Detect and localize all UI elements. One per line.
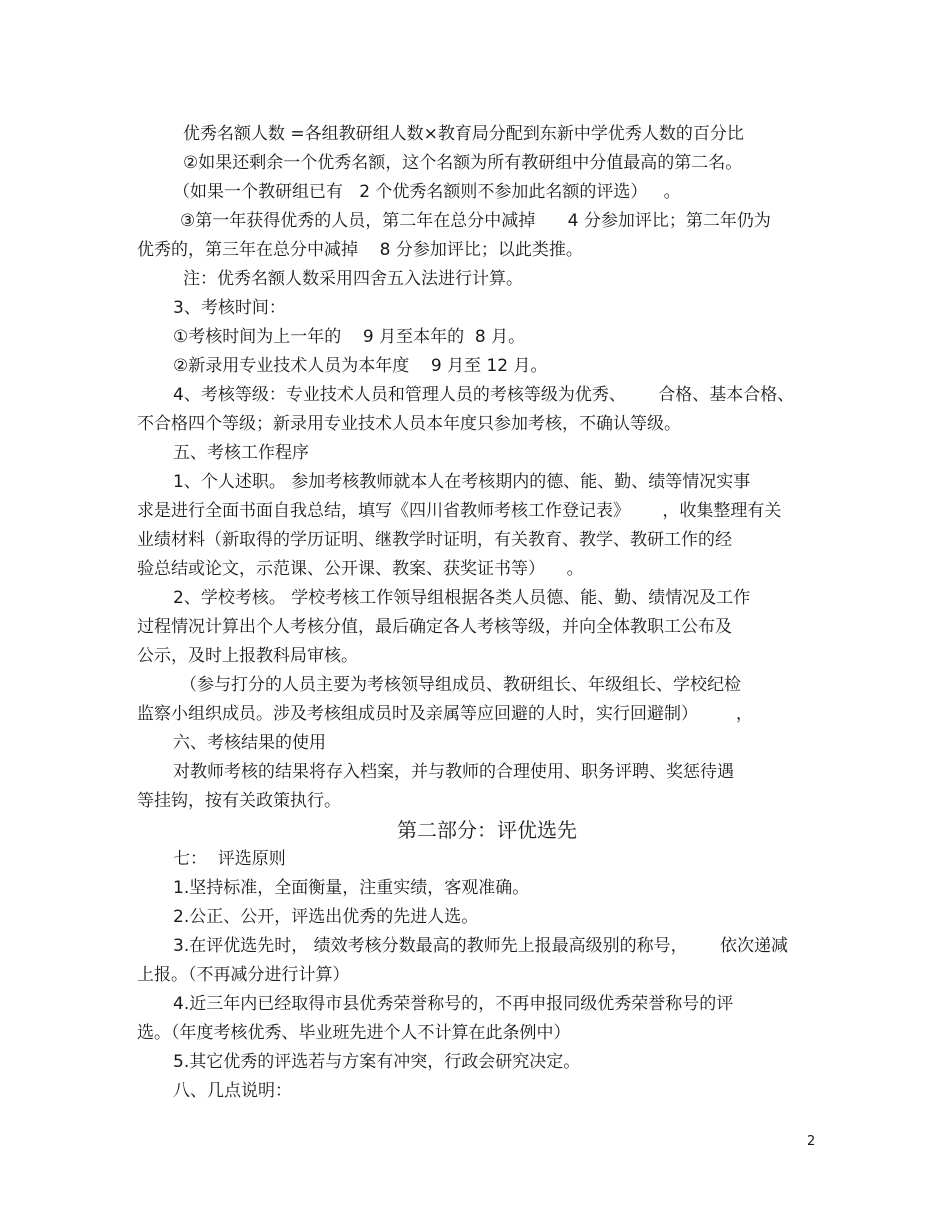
text-line: 5.其它优秀的评选若与方案有冲突，行政会研究决定。	[173, 1052, 581, 1072]
text-line: 2、学校考核。 学校考核工作领导组根据各类人员德、能、勤、绩情况及工作	[173, 588, 751, 608]
text-line: 选。（年度考核优秀、毕业班先进个人不计算在此条例中）	[137, 1023, 571, 1043]
text-line: 公示，及时上报教科局审核。	[137, 646, 358, 666]
text-line: （如果一个教研组已有 2 个优秀名额则不参加此名额的评选） 。	[173, 182, 681, 202]
text-line: 过程情况计算出个人考核分值，最后确定各人考核等级，并向全体教职工公布及	[137, 617, 732, 637]
text-line: （参与打分的人员主要为考核领导组成员、教研组长、年级组长、学校纪检	[180, 675, 741, 695]
section-heading: 3、考核时间：	[173, 298, 286, 318]
text-line: ①考核时间为上一年的 9 月至本年的 8 月。	[173, 327, 526, 347]
text-line: ②如果还剩余一个优秀名额，这个名额为所有教研组中分值最高的第二名。	[183, 153, 743, 173]
text-line: 优秀的，第三年在总分中减掉 8 分参加评比；以此类推。	[137, 240, 583, 260]
text-line: 注：优秀名额人数采用四舍五入法进行计算。	[183, 269, 523, 289]
text-line: 不合格四个等级；新录用专业技术人员本年度只参加考核，不确认等级。	[137, 414, 681, 434]
text-line: 1.坚持标准，全面衡量，注重实绩，客观准确。	[173, 878, 530, 898]
page-number: 2	[807, 1134, 816, 1149]
text-line: 监察小组织成员。涉及考核组成员时及亲属等应回避的人时，实行回避制） ，	[137, 704, 753, 724]
text-line: 验总结或论文，示范课、公开课、教案、获奖证书等） 。	[137, 559, 584, 579]
section-heading: 五、考核工作程序	[173, 443, 309, 463]
text-line: 等挂钩，按有关政策执行。	[137, 791, 341, 811]
text-line: 1、个人述职。 参加考核教师就本人在考核期内的德、能、勤、绩等情况实事	[173, 472, 751, 492]
text-line: 上报。（不再减分进行计算）	[137, 965, 350, 985]
text-line: 3.在评优选先时， 绩效考核分数最高的教师先上报最高级别的称号， 依次递减	[173, 936, 789, 956]
text-line: 业绩材料（新取得的学历证明、继教学时证明，有关教育、教学、教研工作的经	[137, 530, 732, 550]
section-heading: 六、考核结果的使用	[173, 733, 326, 753]
text-line: ②新录用专业技术人员为本年度 9 月至 12 月。	[173, 356, 548, 376]
text-line: 2.公正、公开，评选出优秀的先进人选。	[173, 907, 479, 927]
text-line: 对教师考核的结果将存入档案，并与教师的合理使用、职务评聘、奖惩待遇	[173, 762, 734, 782]
text-line: 4.近三年内已经取得市县优秀荣誉称号的，不再申报同级优秀荣誉称号的评	[173, 994, 734, 1014]
section-heading: 七： 评选原则	[173, 849, 286, 869]
part-title: 第二部分：评优选先	[397, 818, 577, 842]
text-line: ③第一年获得优秀的人员，第二年在总分中减掉 4 分参加评比；第二年仍为	[180, 211, 771, 231]
text-line: 4、考核等级：专业技术人员和管理人员的考核等级为优秀、 合格、基本合格、	[173, 385, 795, 405]
text-line: 优秀名额人数 =各组教研组人数×教育局分配到东新中学优秀人数的百分比	[183, 124, 744, 144]
text-line: 求是进行全面书面自我总结，填写《四川省教师考核工作登记表》 ，收集整理有关	[137, 501, 782, 521]
section-heading: 八、几点说明：	[173, 1081, 292, 1101]
